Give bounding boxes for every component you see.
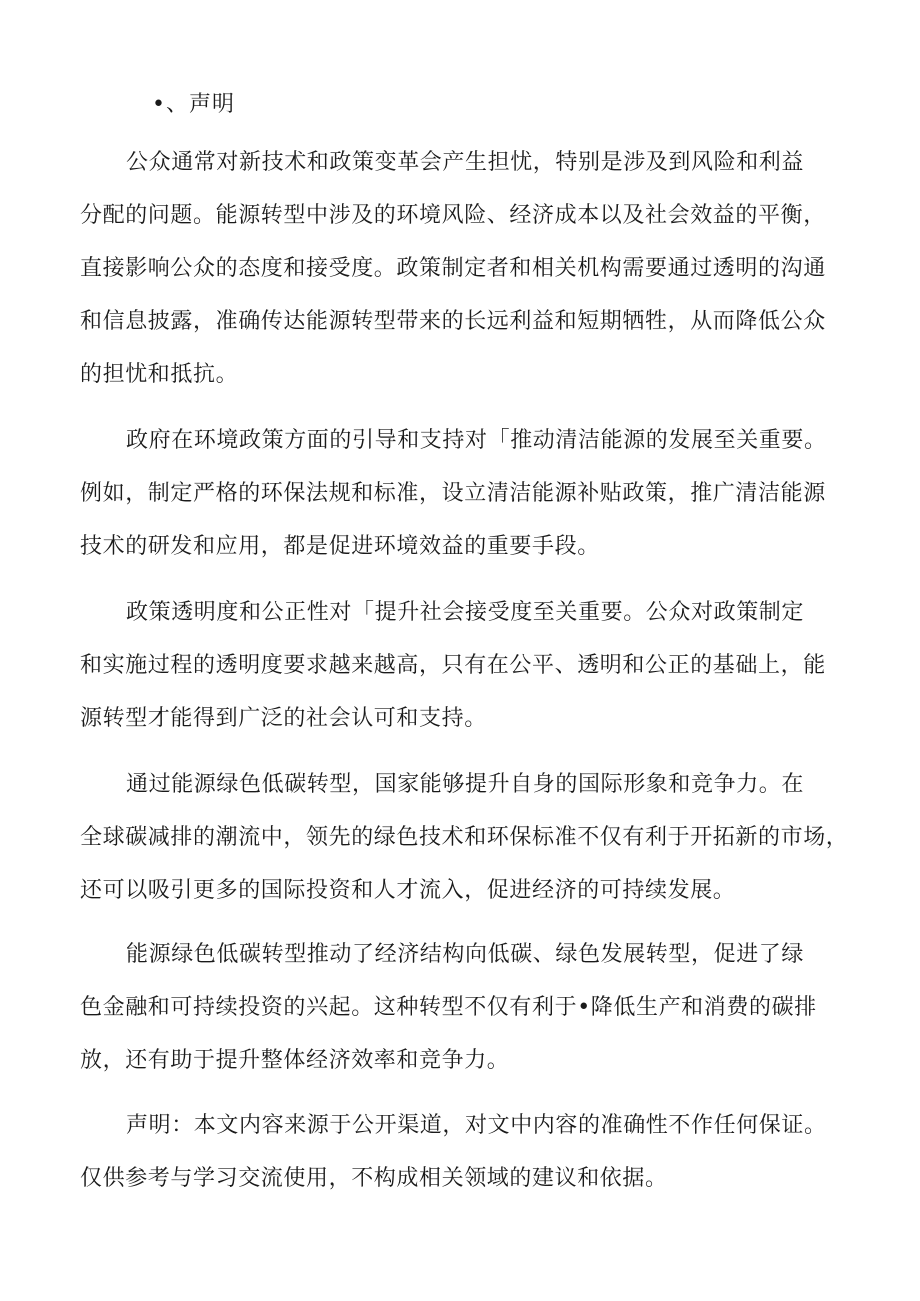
paragraph-1-line-5: 的担忧和抵抗。 [80,362,239,387]
declaration-line-2: 仅供参考与学习交流使用，不构成相关领域的建议和依据。 [80,1166,668,1191]
paragraph-1-line-2: 分配的问题。能源转型中涉及的环境风险、经济成本以及社会效益的平衡， [80,203,826,228]
paragraph-1-line-1: 公众通常对新技术和政策变革会产生担忧，特别是涉及到风险和利益 [126,150,805,175]
paragraph-2-line-1: 政府在环境政策方面的引导和支持对「推动清洁能源的发展至关重要。 [126,428,827,453]
paragraph-4-line-1: 通过能源绿色低碳转型，国家能够提升自身的国际形象和竞争力。在 [126,772,805,797]
declaration-line-1: 声明：本文内容来源于公开渠道，对文中内容的准确性不作任何保证。 [126,1113,827,1138]
paragraph-2-line-2: 例如，制定严格的环保法规和标准，设立清洁能源补贴政策，推广清洁能源 [80,481,826,506]
paragraph-1-line-4: 和信息披露，准确传达能源转型带来的长远利益和短期牺牲，从而降低公众 [80,309,826,334]
paragraph-4-line-3: 还可以吸引更多的国际投资和人才流入，促进经济的可持续发展。 [80,878,736,903]
paragraph-5-line-3: 放，还有助于提升整体经济效率和竞争力。 [80,1048,510,1073]
paragraph-4-line-2: 全球碳减排的潮流中，领先的绿色技术和环保标准不仅有利于开拓新的市场， [80,825,849,850]
paragraph-3-line-3: 源转型才能得到广泛的社会认可和支持。 [80,706,487,731]
paragraph-5-line-2: 色金融和可持续投资的兴起。这种转型不仅有利于•降低生产和消费的碳排 [80,995,817,1020]
paragraph-5-line-1: 能源绿色低碳转型推动了经济结构向低碳、绿色发展转型，促进了绿 [126,942,805,967]
paragraph-2-line-3: 技术的研发和应用，都是促进环境效益的重要手段。 [80,534,600,559]
section-heading: •、声明 [152,92,235,117]
paragraph-1-line-3: 直接影响公众的态度和接受度。政策制定者和相关机构需要通过透明的沟通 [80,256,826,281]
paragraph-3-line-1: 政策透明度和公正性对「提升社会接受度至关重要。公众对政策制定 [126,600,805,625]
paragraph-3-line-2: 和实施过程的透明度要求越来越高，只有在公平、透明和公正的基础上，能 [80,653,826,678]
